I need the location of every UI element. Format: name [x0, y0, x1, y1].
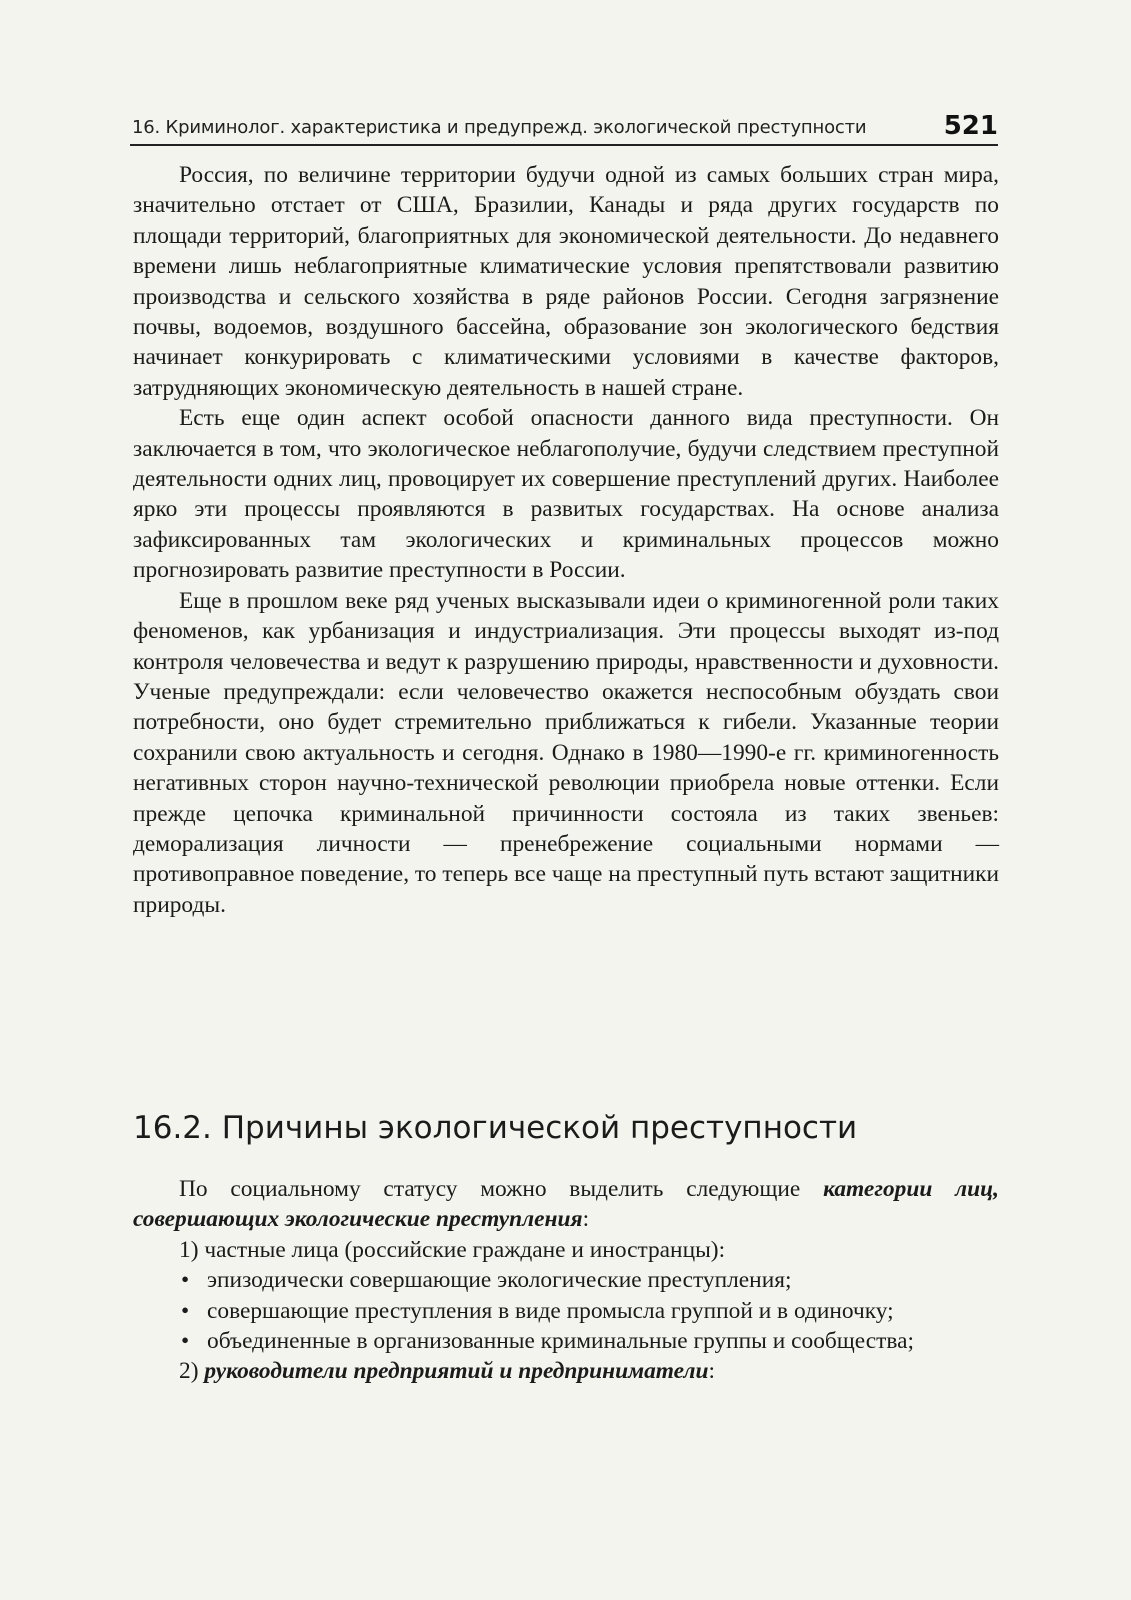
body-text: [133, 160, 999, 920]
paragraph-1: Россия, по величине территории будучи одной из самых больших стран мира, значительно отстает от США, Бразилии, Канады и ряда других государств по площади территорий, благоприятных для экономической деятельности. До недавнего времени лишь неблагоприятные климатические условия препятствовали развитию производства и сельского хозяйства в ряде районов России. Сегодня загрязнение почвы, водоемов, воздушного бассейна, образование зон экологического бедствия начинает конкурировать с климатическими условиями в качестве факторов, затрудняющих экономическую деятельность в нашей стране.: [133, 162, 999, 401]
running-header-title: 16. Криминолог. характеристика и предупрежд. экологической преступности: [132, 117, 867, 138]
section-intro-emphasis: категории лиц, совершающих экологические преступления: [133, 1176, 999, 1233]
bullet-item-3: [133, 1326, 999, 1356]
section-intro: [133, 1174, 999, 1235]
section-intro-text: По социальному статусу можно выделить следующие: [179, 1176, 824, 1202]
paragraph-3: Еще в прошлом веке ряд ученых высказывали идеи о криминогенной роли таких феноменов, как урбанизация и индустриализация. Эти процессы выходят из-под контроля человечества и ведут к разрушению природы, нравственности и духовности. Ученые предупреждали: если человечество окажется неспособным обуздать свои потребности, оно будет стремительно приближаться к гибели. Указанные теории сохранили свою актуальность и сегодня. Однако в 1980—1990-е гг. криминогенность негативных сторон научно-технической революции приобрела новые оттенки. Если прежде цепочка криминальной причинности состояла из таких звеньев: деморализация личности — пренебрежение социальными нормами — противоправное поведение, то теперь все чаще на преступный путь встают защитники природы.: [133, 587, 999, 918]
bullet-1-marker: •: [181, 1267, 190, 1294]
numbered-item-2: [133, 1356, 999, 1386]
numbered-item-2-end: :: [708, 1358, 715, 1385]
bullet-item-2: [133, 1296, 999, 1326]
numbered-item-1-text: частные лица (российские граждане и иностранцы):: [198, 1236, 726, 1263]
bullet-item-3-text: объединенные в организованные криминальные группы и сообщества;: [207, 1328, 914, 1355]
numbered-item-2-number: 2): [179, 1358, 199, 1385]
numbered-item-2-emphasis: руководители предприятий и предприниматели: [204, 1358, 709, 1385]
bullet-item-2-text: совершающие преступления в виде промысла группой и в одиночку;: [207, 1297, 894, 1324]
paragraph-2: Есть еще один аспект особой опасности данного вида преступности. Он заключается в том, что экологическое неблагополучие, будучи следствием преступной деятельности одних лиц, провоцирует их совершение преступлений других. Наиболее ярко эти процессы проявляются в развитых государствах. На основе анализа зафиксированных там экологических и криминальных процессов можно прогнозировать развитие преступности в России.: [133, 405, 999, 584]
section-body: [133, 1174, 999, 1387]
page-number: 521: [943, 111, 998, 141]
running-header: [130, 110, 998, 146]
numbered-item-1-number: 1): [179, 1236, 199, 1263]
section-intro-end: :: [582, 1206, 590, 1233]
bullet-item-1: [133, 1265, 999, 1295]
bullet-item-1-text: эпизодически совершающие экологические преступления;: [207, 1267, 792, 1294]
section-heading: 16.2. Причины экологической преступности: [133, 1110, 858, 1146]
bullet-3-marker: •: [181, 1328, 190, 1355]
numbered-item-1: [133, 1235, 999, 1265]
bullet-2-marker: •: [181, 1297, 190, 1324]
